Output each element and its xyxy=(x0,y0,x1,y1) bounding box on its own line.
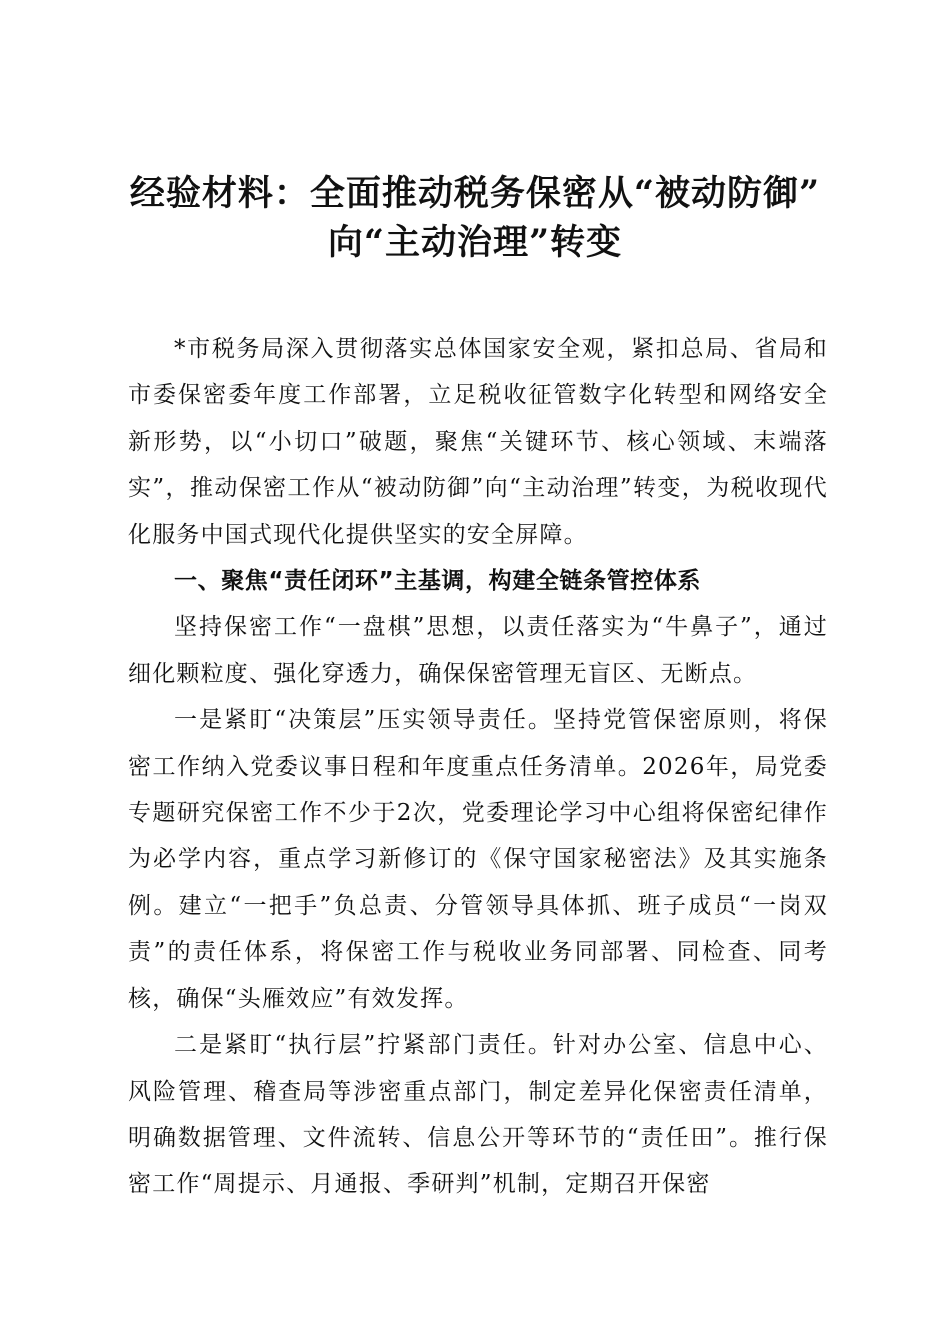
document-title-line-2: 向“主动治理”转变 xyxy=(327,222,623,263)
document-body xyxy=(128,326,828,1208)
intro-paragraph: *市税务局深入贯彻落实总体国家安全观，紧扣总局、省局和市委保密委年度工作部署，立足税收征管数字化转型和网络安全新形势，以“小切口”破题，聚焦“关键环节、核心领域、末端落实”，推动保密工作从“被动防御”向“主动治理”转变，为税收现代化服务中国式现代化提供坚实的安全屏障。 xyxy=(128,336,828,548)
section-1-item-2-paragraph: 二是紧盯“执行层”拧紧部门责任。针对办公室、信息中心、风险管理、稽查局等涉密重点部门，制定差异化保密责任清单，明确数据管理、文件流转、信息公开等环节的“责任田”。推行保密工作“周提示、月通报、季研判”机制，定期召开保密 xyxy=(128,1032,828,1198)
section-1-item-1-paragraph: 一是紧盯“决策层”压实领导责任。坚持党管保密原则，将保密工作纳入党委议事日程和年度重点任务清单。2026年，局党委专题研究保密工作不少于2次，党委理论学习中心组将保密纪律作为必学内容，重点学习新修订的《保守国家秘密法》及其实施条例。建立“一把手”负总责、分管领导具体抓、班子成员“一岗双责”的责任体系，将保密工作与税收业务同部署、同检查、同考核，确保“头雁效应”有效发挥。 xyxy=(128,707,828,1012)
section-1-lead-paragraph: 坚持保密工作“一盘棋”思想，以责任落实为“牛鼻子”，通过细化颗粒度、强化穿透力，确保保密管理无盲区、无断点。 xyxy=(128,614,828,687)
section-1-heading: 一、聚焦“责任闭环”主基调，构建全链条管控体系 xyxy=(174,568,702,595)
document-title-line-1: 经验材料：全面推动税务保密从“被动防御” xyxy=(129,173,821,214)
